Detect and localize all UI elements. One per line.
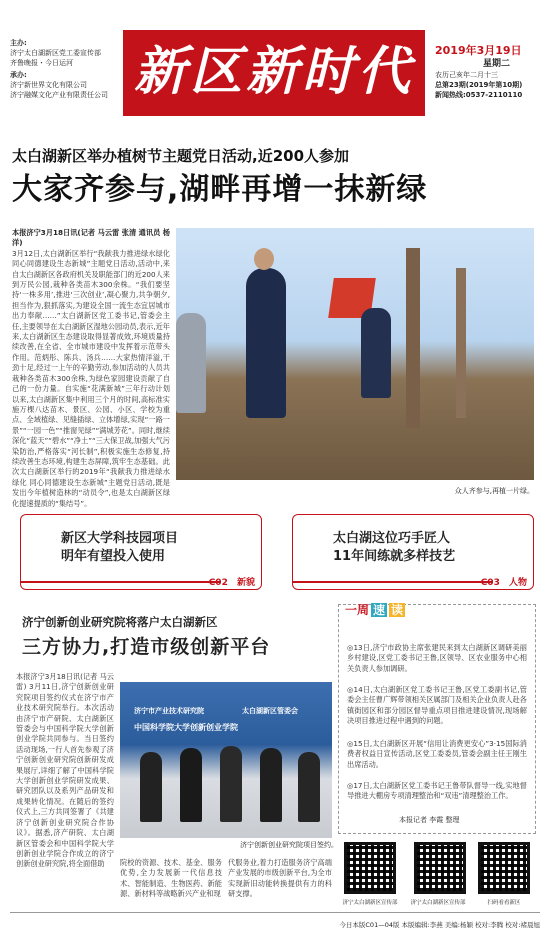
teaser-1-title-1: 新区大学科技园项目 — [61, 531, 179, 546]
qr-label-1: 济宁太白湖新区宣传部 — [342, 900, 398, 906]
teaser-card-1[interactable] — [20, 514, 262, 590]
teaser-1-title-2: 明年有望投入使用 — [61, 549, 166, 564]
teaser-card-2[interactable] — [292, 514, 534, 590]
footer-rule — [10, 912, 540, 913]
weekly-digest — [338, 604, 536, 834]
qr-code-3[interactable] — [478, 842, 530, 894]
sponsor-block — [10, 38, 130, 100]
lead-kicker: 太白湖新区举办植树节主题党日活动,近200人参加 — [12, 147, 350, 165]
teaser-1-page-number: C02 — [208, 578, 228, 588]
masthead — [10, 30, 540, 130]
signing-ceremony-photo — [120, 682, 332, 838]
qr-label-3: 扫码看看新区 — [487, 900, 521, 906]
masthead-title-panel — [123, 30, 425, 116]
teaser-1-page — [209, 575, 255, 588]
photo-banner-1: 济宁市产业技术研究院 — [134, 707, 204, 715]
photo-banner-3: 中国科学院大学创新创业学院 — [134, 723, 238, 732]
second-kicker: 济宁创新创业研究院将落户太白湖新区 — [22, 615, 218, 629]
teaser-2-section: 人物 — [508, 578, 527, 588]
teaser-2-page-number: C03 — [480, 578, 500, 588]
weekly-item-1: ◎13日,济宁市政协主席张建民来到太白湖新区调研美丽乡村建设,区党工委书记王鲁,区领导、区农业服务中心相关负责人参加调研。 — [347, 643, 527, 673]
second-headline: 三方协力,打造市级创新平台 — [22, 636, 271, 658]
organizer-1: 济宁新世界文化有限公司 — [10, 81, 87, 89]
organizer-2: 济宁融媒文化产业有限责任公司 — [10, 91, 108, 99]
teaser-2-title-2: 11年间练就多样技艺 — [333, 549, 456, 564]
signing-photo-caption: 济宁创新创业研究院项目签约。 — [240, 841, 338, 849]
weekday: 星期二 — [483, 59, 511, 69]
weekly-item-3: ◎15日,太白湖新区开展“信用让消费更安心”3·15国际消费者权益日宣传活动,区党工委委员,管委会副主任王刚生出席活动。 — [347, 739, 527, 769]
lead-article — [12, 228, 170, 508]
sponsor-1: 济宁太白湖新区党工委宣传部 — [10, 49, 101, 57]
qr-code-2[interactable] — [414, 842, 466, 894]
teaser-2-rule — [293, 581, 493, 583]
weekly-byline: 本报记者 李霞 整理 — [399, 816, 460, 824]
second-body-col2: 院校的资源、技术、基金、服务优势,全力发展新一代信息技术、智能制造、生物医药、新能源、新材料等战略新兴产业和现 — [120, 858, 222, 899]
sponsor-label: 主办: — [10, 39, 27, 47]
qr-label-2: 济宁太白湖新区宣传部 — [410, 900, 466, 906]
second-body-col1: 本报济宁3月18日讯(记者 马云雷) 3月11日,济宁创新创业研究院项目签约仪式在济宁市产业技术研究院举行。本次活动由济宁市产研院、太白湖新区管委会与中国科学院大学创新创业学院共同参与。当日签约活动现场,一行人首先参观了济宁创新创业研究院创新研发成果展厅,详细了解了中国科学院大学创新创业学院研发成果、研究团队以及系列产品研发和成果转化情况。在随后的签约仪式上,三方共同签署了《共建济宁创新创业研究院合作协议》。据悉,济产研院、太白湖新区管委会和中国科学院大学创新创业学院合作成立的济宁创新创业研究院,将全面借助 — [16, 672, 114, 869]
teaser-1-rule — [21, 581, 221, 583]
tree-planting-photo — [176, 228, 534, 480]
news-hotline: 新闻热线:0537-2110110 — [435, 91, 523, 99]
weekly-title-a: 一周 — [345, 603, 370, 617]
weekly-item-4: ◎17日,太白湖新区党工委书记王鲁带队督导一线,实地督导推进大棚房专项清理整治和“双违”清理整治工作。 — [347, 781, 527, 801]
footer-credits: 今日本版C01—04版 本版编辑:李燕 美编:杨颖 校对:李腾 校对:褚晨旭 — [339, 921, 540, 929]
issue-number: 总第23期(2019年第10期) — [435, 81, 523, 89]
date-main: 2019年3月19日 — [435, 44, 522, 57]
teaser-2-page — [481, 575, 527, 588]
lunar-date: 农历己亥年二月十三 — [435, 71, 498, 79]
weekly-item-2: ◎14日,太白湖新区党工委书记王鲁,区党工委副书记,管委会主任曹广辉带领相关区属部门及相关企业负责人赴各镇街园区和部分园区督导重点项目推进建设情况,现场解决项目推进过程中遇到的问题。 — [347, 685, 527, 726]
photo-banner-2: 太白湖新区管委会 — [242, 707, 298, 715]
qr-code-1[interactable] — [344, 842, 396, 894]
weekly-title-c: 读 — [391, 603, 404, 617]
lead-body: 3月12日,太白湖新区举行“我献我力推进绿水绿化 同心同德建设生态新城”主题党日活动,活动中,来自太白湖新区各政府机关及职能部门的近200人来到万民公园,栽种各类苗木300余株。“我们要坚持‘一株多用’,推进‘三次创业’,凝心聚力,共争朝夕,担当作为,狠抓落实,为建设全国一流生态宜居城市出力奉献……”太白湖新区党工委书记,管委会主任,主要领导在太白湖新区湿地公园动员,表示,近年来,太白湖新区生态建设取得显著成效,环境质量持续改善,在全省、全市城市建设中发挥着示范带头作用。范炳彤、陈兵、汤兵……大家热情洋溢,干劲十足,经过一上午的辛勤劳动,参加活动的人员共栽种各类苗木300余株,为绿色家园建设贡献了自己的一份力量。自实施“花满新城”三年行动计划以来,太白湖新区集中利用三个月的时间,高标准实施万棵八达苗木、景区、公园、小区、学校为重点、全域植绿、见缝插绿、立体增绿,实现“一路一景”“一园一色”“推窗见绿”“满城芳花”。同时,继续深化“蓝天”“碧水”“净土”“三大保卫战,加强大气污染防治,严格落实“河长制”,积极实施生态修复,持续改善生态环境,构建生态屏障,筑牢生态基础。此次太白湖新区举行的2019年“我献我力推进绿水绿化 同心同德建设生态新城”主题党日活动,既是发出今年植树造林的“动员令”,也是太白湖新区绿化提速提质的“集结号”。 — [12, 248, 170, 508]
sponsor-2: 齐鲁晚报・今日运河 — [10, 59, 73, 67]
date-block — [435, 44, 540, 100]
lead-byline: 本报济宁3月18日讯(记者 马云雷 张清 通讯员 杨洋) — [12, 228, 170, 248]
second-body-col3: 代服务业,着力打造服务济宁高端产业发展的市级创新平台,为全市实现新旧动能转换提供有力的科研支撑。 — [228, 858, 332, 899]
weekly-title-b: 速 — [373, 603, 386, 617]
masthead-title: 新区新时代 — [133, 41, 414, 102]
weekly-title — [345, 601, 405, 619]
teaser-2-title-1: 太白湖这位巧手匠人 — [333, 531, 451, 546]
lead-photo-caption: 众人齐参与,再植一片绿。 — [454, 487, 534, 495]
organizer-label: 承办: — [10, 71, 27, 79]
lead-headline: 大家齐参与,湖畔再增一抹新绿 — [12, 172, 428, 207]
teaser-1-section: 新貌 — [236, 578, 255, 588]
